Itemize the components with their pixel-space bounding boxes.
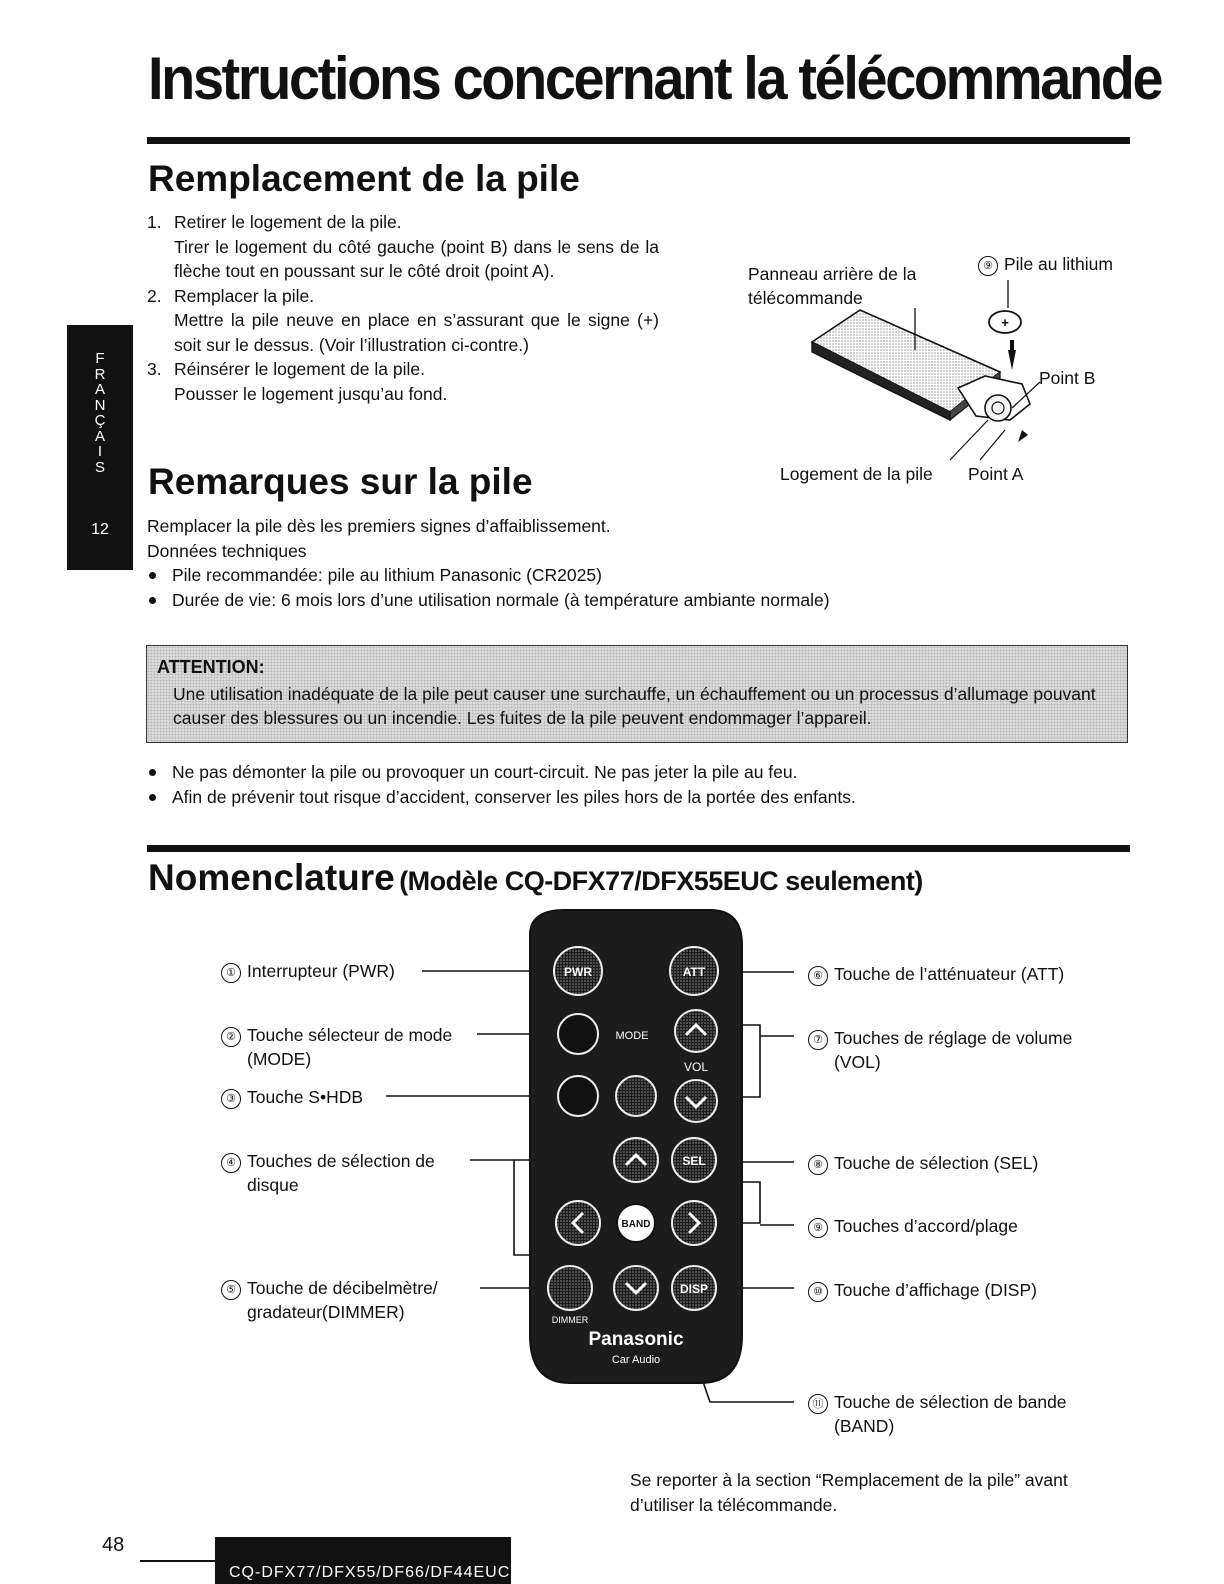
vol-label: VOL [683, 1060, 709, 1074]
label-disc-selection: ④ Touches de sélection de disque [221, 1149, 435, 1197]
att-button[interactable] [670, 947, 718, 995]
step-item: 1. Retirer le logement de la pile. Tirer le logement du côté gauche (point B) dans le sens de la flèche tout en poussant sur le côté droit (point A). [147, 212, 659, 281]
disp-button[interactable] [672, 1266, 716, 1310]
label-sel-button: ⑧ Touche de sélection (SEL) [808, 1151, 1038, 1175]
list-item: Durée de vie: 6 mois lors d’une utilisation normale (à température ambiante normale) [147, 588, 1047, 613]
side-tab-letters: F R A N Ç A I S [94, 350, 106, 476]
heading-nomenclature: Nomenclature (Modèle CQ-DFX77/DFX55EUC seulement) [148, 857, 923, 898]
battery-notes-body: Remplacer la pile dès les premiers signes d’affaiblissement. Données techniques Pile recommandée: pile au lithium Panasonic (CR2025) Durée de vie: 6 mois lors d’une utilisation normale (à température ambiante normale) [147, 514, 1047, 612]
svg-text:SEL: SEL [682, 1154, 706, 1168]
label-back-panel: Panneau arrière de la télécommande [748, 264, 917, 308]
nomenclature-rule [147, 845, 1130, 852]
label-lithium-battery: ⑨ Pile au lithium [978, 252, 1113, 276]
disc-up-button[interactable] [614, 1138, 658, 1182]
side-tab-number: 12 [91, 521, 109, 538]
attention-text: Une utilisation inadéquate de la pile peut causer une surchauffe, un échauffement ou un processus d’allumage pouvant causer des blessures ou un incendie. Les fuites de la pile peuvent endommager l’appareil. [173, 684, 1096, 728]
svg-text:BAND: BAND [621, 1219, 651, 1230]
footer-model-bar: CQ-DFX77/DFX55/DF66/DF44EUC [215, 1537, 511, 1584]
pwr-button[interactable] [554, 947, 602, 995]
title-rule [147, 137, 1130, 144]
label-disp-button: ⑩ Touche d’affichage (DISP) [808, 1278, 1037, 1302]
label-volume-buttons: ⑦ Touches de réglage de volume (VOL) [808, 1026, 1072, 1074]
list-item: Afin de prévenir tout risque d’accident, conserver les piles hors de la portée des enfants. [147, 785, 1097, 810]
battery-replacement-illustration [790, 280, 1090, 465]
label-att-button: ⑥ Touche de l’atténuateur (ATT) [808, 962, 1064, 986]
label-band-button: ⑪ Touche de sélection de bande (BAND) [808, 1390, 1067, 1438]
step-item: 3. Réinsérer le logement de la pile. Pousser le logement jusqu’au fond. [147, 359, 448, 404]
volume-down-button[interactable] [675, 1080, 717, 1122]
brand-sublogo: Car Audio [611, 1354, 661, 1366]
nomenclature-note: Se reporter à la section “Remplacement de la pile” avant d’utiliser la télécommande. [630, 1470, 1068, 1515]
heading-battery-notes: Remarques sur la pile [148, 461, 533, 502]
attention-box [146, 645, 1128, 743]
label-tuning-buttons: ⑨ Touches d’accord/plage [808, 1214, 1018, 1238]
page-title: Instructions concernant la télécommande [148, 45, 1162, 112]
heading-battery-replacement: Remplacement de la pile [148, 158, 580, 199]
label-point-b: Point B [1039, 368, 1096, 388]
push-arrow-icon [1018, 430, 1028, 442]
svg-text:PWR: PWR [564, 965, 592, 979]
tune-right-button[interactable] [672, 1201, 716, 1245]
label-mode-button: ② Touche sélecteur de mode (MODE) [221, 1023, 452, 1071]
svg-text:MODE: MODE [615, 1030, 649, 1042]
sel-button[interactable] [672, 1138, 716, 1182]
svg-text:+: + [1001, 315, 1009, 330]
svg-text:ATT: ATT [682, 965, 706, 979]
volume-up-button[interactable] [675, 1010, 717, 1052]
safety-bullets [147, 760, 1097, 809]
language-side-tab [67, 325, 133, 570]
brand-logo: Panasonic [588, 1329, 684, 1350]
step-item: 2. Remplacer la pile. Mettre la pile neuve en place en s’assurant que le signe (+) soit sur le dessus. (Voir l’illustration ci-contre.) [147, 285, 659, 355]
label-battery-holder: Logement de la pile [780, 464, 933, 484]
svg-text:DISP: DISP [679, 1282, 709, 1296]
footer-line [140, 1560, 215, 1562]
svg-text:DIMMER: DIMMER [551, 1315, 589, 1325]
dimmer-button[interactable] [548, 1266, 592, 1325]
label-power-switch: ① Interrupteur (PWR) [221, 959, 395, 983]
attention-title: ATTENTION: [157, 657, 265, 677]
remote-control-illustration [380, 905, 810, 1415]
page-number: 48 [102, 1534, 125, 1556]
label-shdb-button: ③ Touche S•HDB [221, 1085, 363, 1109]
disc-down-button[interactable] [614, 1266, 658, 1310]
band-button[interactable] [617, 1204, 655, 1242]
replacement-steps [147, 210, 659, 406]
tune-left-button[interactable] [556, 1201, 600, 1245]
label-dimmer-button: ⑤ Touche de décibelmètre/ gradateur(DIMMER) [221, 1276, 438, 1324]
list-item: Ne pas démonter la pile ou provoquer un court-circuit. Ne pas jeter la pile au feu. [147, 760, 1097, 785]
label-point-a: Point A [968, 464, 1024, 484]
list-item: Pile recommandée: pile au lithium Panasonic (CR2025) [147, 563, 1047, 588]
